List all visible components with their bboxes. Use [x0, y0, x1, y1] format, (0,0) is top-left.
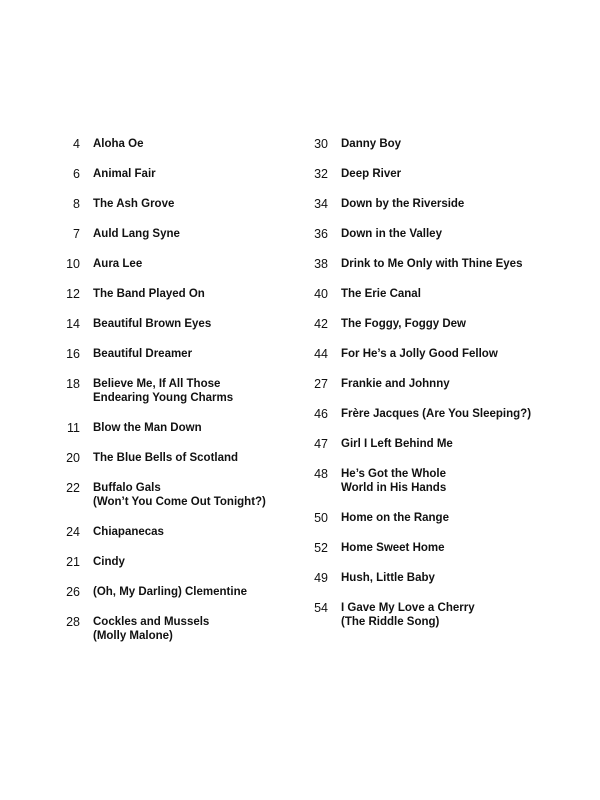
contents-entry [52, 555, 302, 569]
contents-entry [52, 585, 302, 599]
page-number: 7 [73, 227, 80, 241]
contents-entry [300, 317, 550, 331]
song-title: Chiapanecas [93, 526, 164, 538]
contents-entry [300, 347, 550, 361]
page-number: 14 [66, 317, 80, 331]
song-title: (Oh, My Darling) Clementine [93, 586, 247, 598]
song-title: Auld Lang Syne [93, 228, 180, 240]
contents-column-left [52, 137, 302, 659]
song-title: Drink to Me Only with Thine Eyes [341, 258, 523, 270]
page-number: 12 [66, 287, 80, 301]
page-number: 24 [66, 525, 80, 539]
song-title: The Ash Grove [93, 198, 175, 210]
song-title: Frère Jacques (Are You Sleeping?) [341, 408, 532, 420]
page-number: 28 [66, 615, 80, 629]
page-number: 26 [66, 585, 80, 599]
contents-entry [52, 167, 302, 181]
page-number: 30 [314, 137, 328, 151]
song-title: Cindy [93, 556, 125, 568]
song-title: Home on the Range [341, 512, 449, 524]
contents-entry [300, 197, 550, 211]
page-number: 52 [314, 541, 328, 555]
song-title: I Gave My Love a Cherry (The Riddle Song) [341, 602, 475, 628]
contents-entry [300, 287, 550, 301]
song-title: Danny Boy [341, 138, 402, 150]
song-title: Home Sweet Home [341, 542, 445, 554]
contents-entry [52, 347, 302, 361]
contents-entry [52, 525, 302, 539]
contents-entry [52, 227, 302, 241]
song-title: Aloha Oe [93, 138, 144, 150]
song-title: Deep River [341, 168, 402, 180]
contents-entry [300, 137, 550, 151]
page-number: 54 [314, 601, 328, 615]
page-number: 11 [67, 421, 80, 435]
page-number: 49 [314, 571, 328, 585]
contents-entry [52, 137, 302, 151]
contents-entry [300, 511, 550, 525]
contents-entry [52, 481, 302, 509]
contents-entry [52, 377, 302, 405]
contents-column-right [300, 137, 550, 645]
song-title: Buffalo Gals (Won’t You Come Out Tonight?) [93, 482, 266, 508]
contents-entry [300, 167, 550, 181]
song-title: He’s Got the Whole World in His Hands [341, 468, 447, 494]
page-number: 8 [73, 197, 80, 211]
song-title: The Foggy, Foggy Dew [341, 318, 467, 330]
page-number: 46 [314, 407, 328, 421]
song-title: Girl I Left Behind Me [341, 438, 453, 450]
song-title: Cockles and Mussels (Molly Malone) [93, 616, 210, 642]
page-number: 42 [314, 317, 328, 331]
song-title: Hush, Little Baby [341, 572, 435, 584]
contents-entry [300, 377, 550, 391]
song-title: Animal Fair [93, 168, 156, 180]
page-number: 47 [314, 437, 328, 451]
song-title: The Erie Canal [341, 288, 421, 300]
page-number: 44 [314, 347, 328, 361]
page-number: 27 [314, 377, 328, 391]
contents-entry [52, 451, 302, 465]
page-number: 36 [314, 227, 328, 241]
contents-entry [300, 407, 550, 421]
song-title: Beautiful Dreamer [93, 348, 193, 360]
page-number: 48 [314, 467, 328, 481]
song-title: For He’s a Jolly Good Fellow [341, 348, 498, 360]
page-number: 32 [314, 167, 328, 181]
song-title: Down in the Valley [341, 228, 442, 240]
contents-entry [52, 257, 302, 271]
contents-entry [52, 317, 302, 331]
contents-entry [52, 615, 302, 643]
page-number: 20 [66, 451, 80, 465]
song-title: Frankie and Johnny [341, 378, 450, 390]
song-title: Beautiful Brown Eyes [93, 318, 212, 330]
page-number: 4 [73, 137, 80, 151]
page-number: 34 [314, 197, 328, 211]
contents-entry [300, 601, 550, 629]
song-title: Aura Lee [93, 258, 143, 270]
page-number: 10 [66, 257, 80, 271]
page-number: 6 [73, 167, 80, 181]
page-number: 40 [314, 287, 328, 301]
page-number: 22 [66, 481, 80, 495]
contents-entry [52, 287, 302, 301]
contents-entry [300, 571, 550, 585]
contents-entry [52, 421, 302, 435]
contents-entry [300, 541, 550, 555]
contents-entry [300, 437, 550, 451]
song-title: The Band Played On [93, 288, 205, 300]
contents-entry [300, 467, 550, 495]
song-title: Believe Me, If All Those Endearing Young Charms [93, 378, 234, 404]
page-number: 21 [66, 555, 80, 569]
page-number: 18 [66, 377, 80, 391]
page-number: 50 [314, 511, 328, 525]
song-title: Blow the Man Down [93, 422, 202, 434]
page-number: 16 [66, 347, 80, 361]
contents-entry [300, 227, 550, 241]
contents-entry [300, 257, 550, 271]
page-number: 38 [314, 257, 328, 271]
contents-entry [52, 197, 302, 211]
song-title: Down by the Riverside [341, 198, 465, 210]
song-title: The Blue Bells of Scotland [93, 452, 239, 464]
